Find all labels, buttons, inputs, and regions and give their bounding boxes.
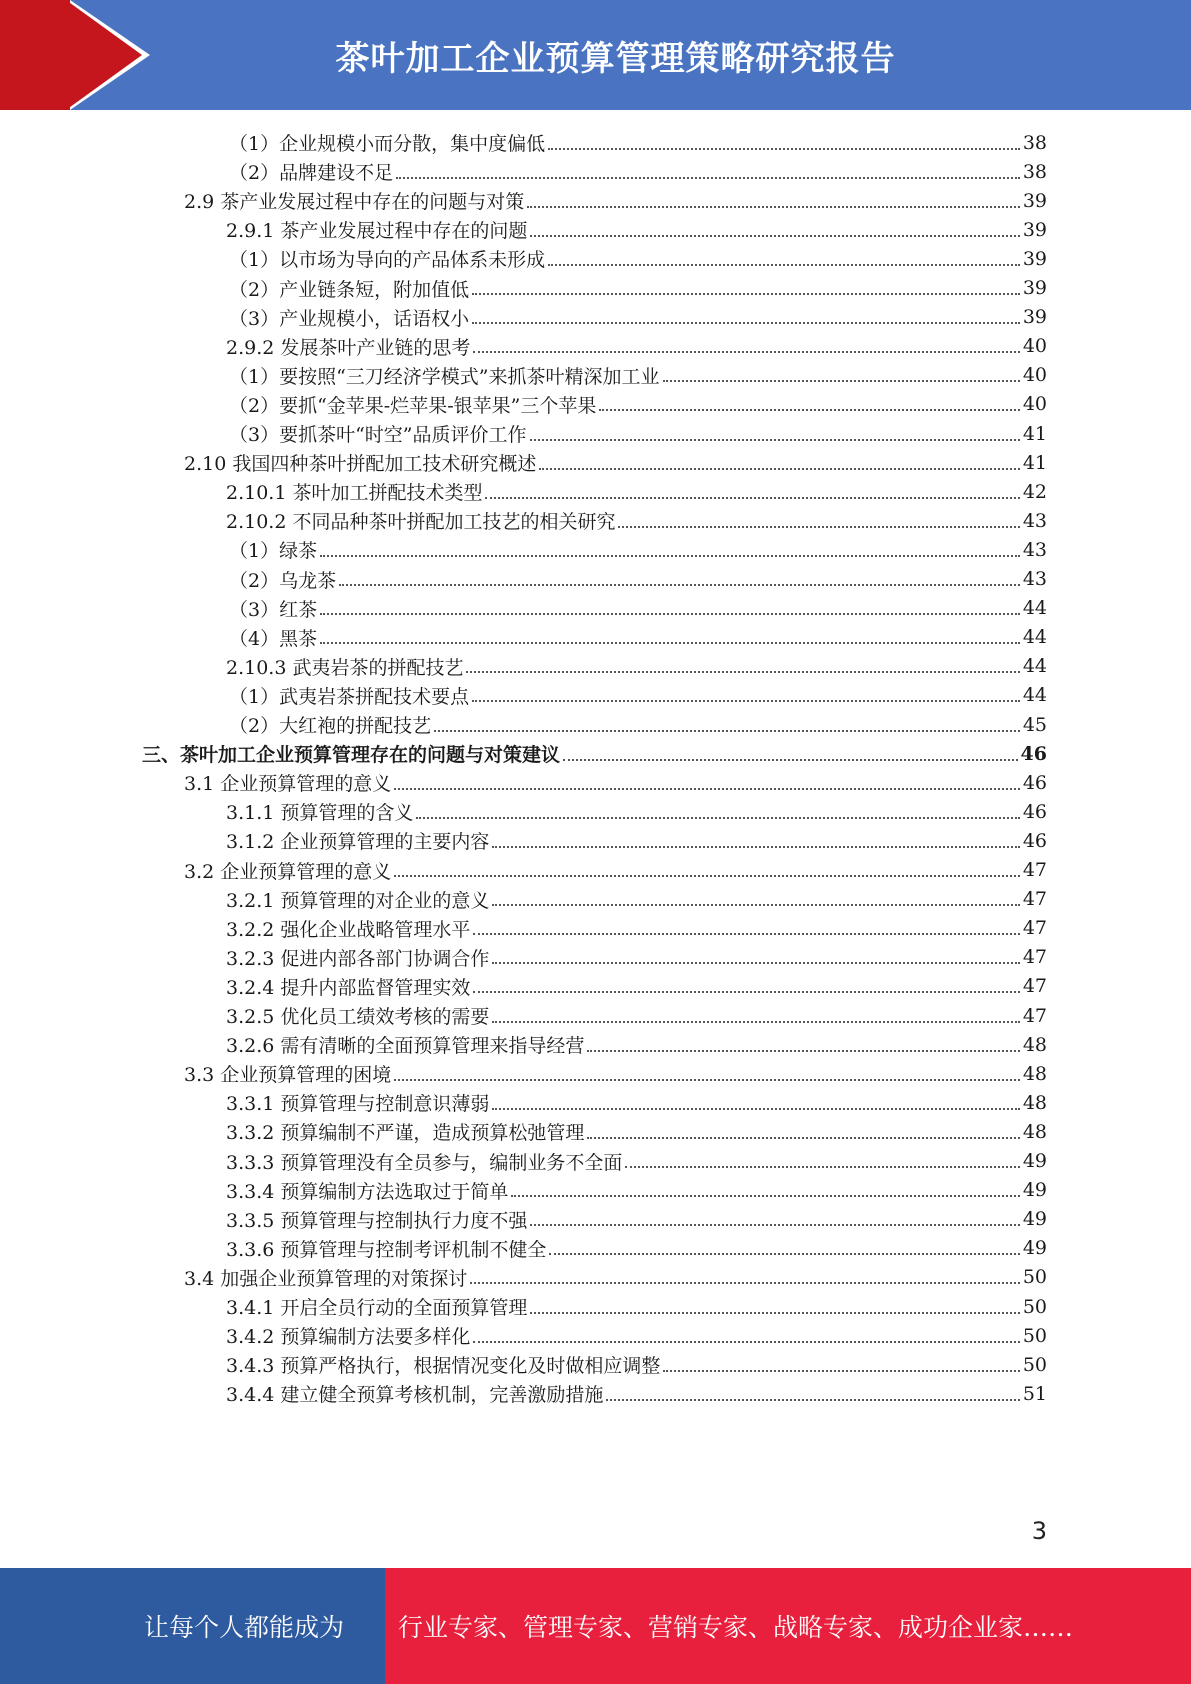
toc-entry[interactable] — [226, 1233, 1047, 1264]
toc-entry-page: 44 — [1022, 684, 1047, 707]
toc-entry-title: （1）绿茶 — [229, 540, 318, 563]
toc-entry-title: 3.1.1 预算管理的含义 — [226, 802, 414, 825]
toc-entry-page: 47 — [1022, 1004, 1047, 1027]
toc-entry-page: 49 — [1022, 1179, 1047, 1202]
toc-entry-page: 50 — [1022, 1266, 1047, 1289]
toc-entry[interactable] — [226, 1029, 1047, 1060]
toc-entry[interactable] — [229, 243, 1047, 274]
toc-entry-title: 3.2.5 优化员工绩效考核的需要 — [226, 1006, 490, 1028]
toc-entry-page: 39 — [1022, 189, 1047, 212]
toc-entry-page: 48 — [1022, 1091, 1047, 1114]
toc-entry-title: （3）红茶 — [229, 598, 318, 621]
toc-entry-page: 39 — [1022, 247, 1047, 270]
toc-dot-leader — [606, 1399, 1019, 1401]
toc-entry-title: 三、茶叶加工企业预算管理存在的问题与对策建议 — [142, 744, 561, 767]
toc-entry-title: 3.2 企业预算管理的意义 — [184, 860, 392, 883]
toc-entry-page: 42 — [1022, 480, 1047, 503]
toc-dot-leader — [548, 264, 1020, 266]
toc-entry-page: 49 — [1022, 1208, 1047, 1231]
toc-entry[interactable] — [226, 1349, 1047, 1380]
toc-dot-leader — [530, 1224, 1019, 1226]
toc-entry-title: （3）要抓茶叶“时空”品质评价工作 — [229, 424, 527, 446]
toc-dot-leader — [492, 1108, 1019, 1110]
toc-entry[interactable] — [226, 476, 1047, 507]
toc-entry[interactable] — [229, 360, 1047, 391]
toc-entry-title: 3.4.4 建立健全预算考核机制，完善激励措施 — [226, 1384, 604, 1407]
footer-slogan-right: 行业专家、管理专家、营销专家、战略专家、成功企业家…… — [398, 1613, 1074, 1642]
toc-entry[interactable] — [229, 418, 1047, 449]
page-title: 茶叶加工企业预算管理策略研究报告 — [335, 38, 896, 79]
toc-entry-title: 3.3.2 预算编制不严谨，造成预算松弛管理 — [226, 1122, 585, 1145]
toc-entry[interactable] — [226, 1000, 1047, 1031]
toc-entry[interactable] — [229, 680, 1047, 711]
toc-entry[interactable] — [142, 738, 1047, 769]
toc-dot-leader — [539, 468, 1019, 470]
toc-entry[interactable] — [184, 1262, 1047, 1293]
toc-dot-leader — [394, 875, 1020, 877]
toc-dot-leader — [416, 817, 1019, 819]
toc-entry-title: 2.9.1 茶产业发展过程中存在的问题 — [226, 220, 528, 243]
toc-dot-leader — [530, 235, 1019, 237]
toc-dot-leader — [492, 904, 1019, 906]
toc-entry-page: 45 — [1022, 713, 1047, 736]
toc-entry-page: 44 — [1022, 655, 1047, 678]
toc-dot-leader — [473, 991, 1019, 993]
toc-dot-leader — [625, 1166, 1019, 1168]
header-red-accent — [0, 0, 70, 110]
footer-bar — [0, 1568, 1191, 1684]
toc-entry-title: （2）大红袍的拼配技艺 — [229, 715, 432, 737]
toc-dot-leader — [473, 1341, 1019, 1343]
toc-entry-title: 3.3 企业预算管理的困境 — [184, 1064, 392, 1087]
toc-entry-title: （4）黑茶 — [229, 627, 318, 650]
toc-entry[interactable] — [226, 971, 1047, 1002]
toc-entry-title: 2.10 我国四种茶叶拼配加工技术研究概述 — [184, 453, 537, 476]
toc-dot-leader — [663, 380, 1020, 382]
toc-entry[interactable] — [229, 564, 1047, 595]
toc-entry-page: 38 — [1022, 160, 1047, 183]
toc-entry-page: 48 — [1022, 1062, 1047, 1085]
toc-dot-leader — [587, 1050, 1019, 1052]
toc-entry-title: 3.4.3 预算严格执行，根据情况变化及时做相应调整 — [226, 1355, 661, 1378]
toc-entry-title: 3.2.4 提升内部监督管理实效 — [226, 976, 471, 999]
toc-entry-title: 3.3.6 预算管理与控制考评机制不健全 — [226, 1238, 547, 1261]
toc-entry-page: 51 — [1022, 1382, 1047, 1405]
toc-entry-page: 50 — [1022, 1295, 1047, 1318]
toc-entry-page: 48 — [1022, 1033, 1047, 1056]
page-number: 3 — [1031, 1517, 1047, 1545]
toc-entry-page: 39 — [1022, 218, 1047, 241]
toc-entry-page: 44 — [1022, 597, 1047, 620]
toc-entry[interactable] — [229, 156, 1047, 187]
toc-dot-leader — [485, 497, 1019, 499]
toc-entry[interactable] — [226, 1175, 1047, 1206]
toc-entry-title: 2.9 茶产业发展过程中存在的问题与对策 — [184, 191, 525, 214]
toc-entry[interactable] — [184, 447, 1047, 478]
toc-entry[interactable] — [229, 127, 1047, 158]
toc-dot-leader — [530, 1312, 1019, 1314]
toc-entry-title: 3.4 加强企业预算管理的对策探讨 — [184, 1267, 468, 1290]
toc-entry-page: 49 — [1022, 1237, 1047, 1260]
toc-dot-leader — [394, 1079, 1020, 1081]
toc-entry[interactable] — [229, 622, 1047, 653]
toc-entry[interactable] — [184, 855, 1047, 886]
toc-entry-page: 41 — [1022, 451, 1047, 474]
toc-dot-leader — [320, 642, 1020, 644]
toc-entry-title: 3.2.2 强化企业战略管理水平 — [226, 918, 471, 941]
toc-entry[interactable] — [226, 331, 1047, 362]
toc-dot-leader — [472, 700, 1020, 702]
toc-entry-page: 47 — [1022, 946, 1047, 969]
toc-entry[interactable] — [229, 389, 1047, 420]
toc-entry-title: （2）产业链条短，附加值低 — [229, 278, 470, 301]
toc-entry-title: （2）品牌建设不足 — [229, 162, 394, 185]
toc-dot-leader — [527, 206, 1020, 208]
toc-entry-title: （2）要抓“金苹果-烂苹果-银苹果”三个苹果 — [229, 394, 597, 417]
toc-dot-leader — [587, 1137, 1019, 1139]
toc-entry[interactable] — [226, 884, 1047, 915]
toc-entry-page: 44 — [1022, 626, 1047, 649]
header-bar — [0, 0, 1191, 110]
toc-dot-leader — [618, 526, 1019, 528]
toc-entry-page: 46 — [1022, 829, 1047, 852]
toc-entry[interactable] — [226, 825, 1047, 856]
footer-diagonal-divider — [345, 1568, 385, 1684]
toc-entry-page: 47 — [1022, 917, 1047, 940]
toc-entry-page: 50 — [1022, 1353, 1047, 1376]
toc-entry-title: 3.2.1 预算管理的对企业的意义 — [226, 889, 490, 912]
toc-dot-leader — [492, 1021, 1019, 1023]
toc-entry-page: 41 — [1022, 422, 1047, 445]
toc-entry-page: 48 — [1022, 1120, 1047, 1143]
toc-entry[interactable] — [184, 1058, 1047, 1089]
toc-entry-title: 2.10.3 武夷岩茶的拼配技艺 — [226, 656, 464, 679]
toc-dot-leader — [396, 177, 1020, 179]
toc-entry-page: 39 — [1022, 306, 1047, 329]
toc-entry-title: 3.1.2 企业预算管理的主要内容 — [226, 831, 490, 854]
header-arrow-icon — [66, 0, 142, 110]
toc-entry-title: （3）产业规模小，话语权小 — [229, 307, 470, 330]
toc-entry-title: （1）武夷岩茶拼配技术要点 — [229, 685, 470, 708]
toc-entry[interactable] — [229, 709, 1047, 740]
toc-entry-page: 49 — [1022, 1150, 1047, 1172]
toc-entry-page: 38 — [1022, 131, 1047, 154]
toc-entry-title: （1）以市场为导向的产品体系未形成 — [229, 249, 546, 272]
toc-dot-leader — [530, 439, 1020, 441]
toc-dot-leader — [511, 1195, 1019, 1197]
toc-dot-leader — [663, 1370, 1019, 1372]
toc-entry-title: （2）乌龙茶 — [229, 569, 337, 592]
toc-dot-leader — [434, 730, 1020, 732]
toc-entry-page: 46 — [1022, 771, 1047, 794]
toc-entry[interactable] — [184, 767, 1047, 798]
toc-entry-title: 3.3.1 预算管理与控制意识薄弱 — [226, 1093, 490, 1116]
toc-entry-page: 46 — [1020, 742, 1047, 765]
toc-entry[interactable] — [226, 505, 1047, 536]
toc-dot-leader — [320, 613, 1020, 615]
toc-entry-title: 3.1 企业预算管理的意义 — [184, 773, 392, 796]
toc-dot-leader — [473, 933, 1019, 935]
toc-entry-page: 40 — [1022, 364, 1047, 387]
toc-entry[interactable] — [226, 1204, 1047, 1235]
toc-entry-title: 2.9.2 发展茶叶产业链的思考 — [226, 336, 471, 359]
toc-entry-page: 47 — [1022, 859, 1047, 881]
toc-dot-leader — [320, 555, 1020, 557]
toc-entry[interactable] — [226, 942, 1047, 973]
toc-entry-page: 43 — [1022, 538, 1047, 561]
toc-entry-title: 2.10.2 不同品种茶叶拼配加工技艺的相关研究 — [226, 511, 616, 534]
toc-dot-leader — [473, 351, 1019, 353]
toc-entry-page: 40 — [1022, 393, 1047, 416]
toc-entry-page: 47 — [1022, 888, 1047, 911]
toc-entry[interactable] — [184, 185, 1047, 216]
toc-entry-page: 40 — [1022, 335, 1047, 358]
toc-dot-leader — [472, 293, 1020, 295]
toc-entry-title: 3.3.4 预算编制方法选取过于简单 — [226, 1180, 509, 1203]
toc-entry[interactable] — [226, 796, 1047, 827]
toc-dot-leader — [394, 788, 1020, 790]
toc-entry[interactable] — [226, 913, 1047, 944]
toc-entry[interactable] — [226, 651, 1047, 682]
toc-dot-leader — [548, 148, 1020, 150]
toc-entry-title: 3.2.3 促进内部各部门协调合作 — [226, 947, 490, 970]
toc-entry[interactable] — [226, 1087, 1047, 1118]
toc-entry[interactable] — [229, 593, 1047, 624]
toc-entry-page: 39 — [1022, 277, 1047, 299]
toc-entry-title: 3.3.5 预算管理与控制执行力度不强 — [226, 1209, 528, 1232]
toc-entry[interactable] — [226, 1291, 1047, 1322]
toc-entry[interactable] — [229, 302, 1047, 333]
toc-entry[interactable] — [229, 534, 1047, 565]
toc-entry-title: 3.4.2 预算编制方法要多样化 — [226, 1326, 471, 1349]
toc-entry-page: 46 — [1022, 800, 1047, 823]
toc-entry[interactable] — [226, 1146, 1047, 1177]
toc-entry-title: （1）要按照“三刀经济学模式”来抓茶叶精深加工业 — [229, 365, 660, 388]
toc-dot-leader — [470, 1282, 1020, 1284]
toc-entry[interactable] — [226, 1116, 1047, 1147]
toc-entry[interactable] — [229, 273, 1047, 304]
footer-slogan-left: 让每个人都能成为 — [144, 1613, 345, 1642]
toc-entry-title: （1）企业规模小而分散，集中度偏低 — [229, 133, 546, 155]
toc-entry-page: 47 — [1022, 975, 1047, 998]
toc-dot-leader — [472, 322, 1020, 324]
toc-entry[interactable] — [226, 1320, 1047, 1351]
toc-entry[interactable] — [226, 1378, 1047, 1409]
toc-entry[interactable] — [226, 214, 1047, 245]
toc-dot-leader — [339, 584, 1020, 586]
toc-dot-leader — [492, 962, 1019, 964]
toc-dot-leader — [549, 1253, 1019, 1255]
toc-dot-leader — [492, 846, 1019, 848]
toc-entry-page: 50 — [1022, 1324, 1047, 1347]
toc-dot-leader — [563, 759, 1018, 761]
toc-entry-title: 2.10.1 茶叶加工拼配技术类型 — [226, 482, 483, 505]
toc-entry-title: 3.3.3 预算管理没有全员参与，编制业务不全面 — [226, 1151, 623, 1174]
toc-entry-title: 3.2.6 需有清晰的全面预算管理来指导经营 — [226, 1035, 585, 1058]
toc-entry-page: 43 — [1022, 568, 1047, 590]
toc-dot-leader — [599, 409, 1019, 411]
toc-entry-page: 43 — [1022, 509, 1047, 532]
toc-entry-title: 3.4.1 开启全员行动的全面预算管理 — [226, 1297, 528, 1319]
toc-dot-leader — [466, 671, 1019, 673]
